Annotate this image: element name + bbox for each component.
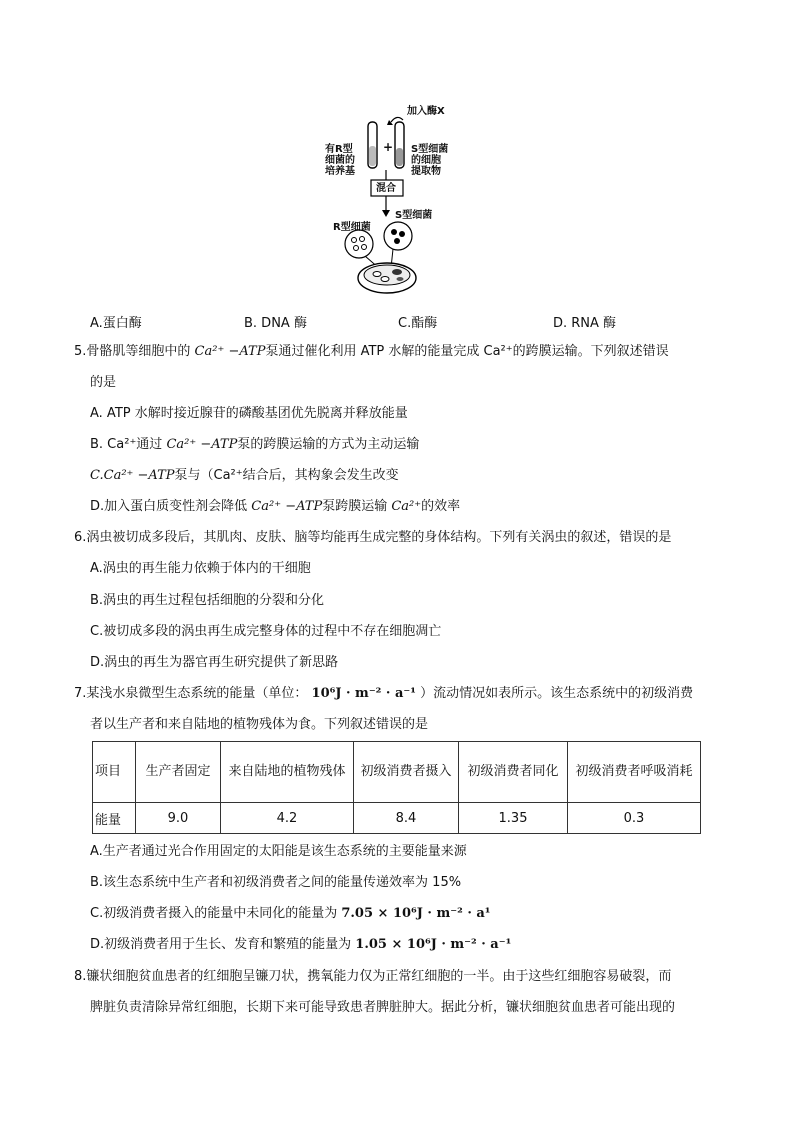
- q6-option-b: B.涡虫的再生过程包括细胞的分裂和分化: [90, 593, 325, 608]
- q5-optb-a: B. Ca²⁺通过: [90, 437, 163, 452]
- q7-optc-a: C.初级消费者摄入的能量中未同化的能量为: [90, 906, 338, 921]
- table-header-cell: 生产者固定: [136, 742, 221, 803]
- q6-option-d: D.涡虫的再生为器官再生研究提供了新思路: [90, 655, 339, 670]
- q5-stem-a: 5.骨骼肌等细胞中的: [74, 344, 191, 359]
- q7-stem-a: 7.某浅水泉微型生态系统的能量（单位：: [74, 686, 308, 701]
- table-cell: 0.3: [568, 803, 701, 834]
- q7-option-c: [90, 905, 491, 923]
- q5-stem-line1: [74, 343, 669, 361]
- q5-option-a: A. ATP 水解时接近腺苷的磷酸基团优先脱离并释放能量: [90, 406, 408, 421]
- q5-option-b: [90, 436, 419, 454]
- s-extract-label-2: 的细胞: [411, 155, 441, 166]
- table-row: [93, 803, 701, 834]
- q5-optc-math: C.Ca²⁺ −ATP: [90, 468, 175, 483]
- plus-sign: +: [383, 140, 394, 154]
- r-medium-label-2: 细菌的: [325, 155, 355, 166]
- q4-option-a: A.蛋白酶: [90, 316, 142, 331]
- q7-stem-line2: 者以生产者和来自陆地的植物残体为食。下列叙述错误的是: [90, 717, 429, 732]
- q7-option-d: [90, 936, 511, 954]
- q4-option-d: D. RNA 酶: [553, 316, 617, 331]
- q5-optd-math2: Ca²⁺: [391, 499, 422, 514]
- q5-option-c: [90, 467, 399, 485]
- table-header-cell: 来自陆地的植物残体: [221, 742, 354, 803]
- q5-stem-b: 泵通过催化利用 ATP 水解的能量完成 Ca²⁺的跨膜运输。下列叙述错误: [265, 344, 669, 359]
- r-medium-label-3: 培养基: [325, 166, 355, 177]
- q5-optb-b: 泵的跨膜运输的方式为主动运输: [237, 437, 420, 452]
- q5-optc-b: 泵与（Ca²⁺结合后，其构象会发生改变: [174, 468, 399, 483]
- q6-option-c: C.被切成多段的涡虫再生成完整身体的过程中不存在细胞凋亡: [90, 624, 442, 639]
- r-bacteria-label: R型细菌: [333, 222, 371, 233]
- q5-stem-line2: 的是: [90, 375, 117, 390]
- q7-stem-unit: 10⁶J · m⁻² · a⁻¹: [311, 686, 416, 701]
- q5-option-d: [90, 498, 460, 516]
- s-bacteria-label: S型细菌: [395, 210, 433, 221]
- q7-stem-b: ）流动情况如表所示。该生态系统中的初级消费: [420, 686, 694, 701]
- q7-optd-math: 1.05 × 10⁶J · m⁻² · a⁻¹: [355, 937, 512, 952]
- table-cell: 9.0: [136, 803, 221, 834]
- energy-table: [92, 741, 701, 834]
- table-header-row: [93, 742, 701, 803]
- table-cell: 8.4: [354, 803, 459, 834]
- q8-line2: 脾脏负责清除异常红细胞，长期下来可能导致患者脾脏肿大。据此分析，镰状细胞贫血患者可能出现的: [90, 1000, 676, 1015]
- q5-optd-b: 泵跨膜运输: [322, 499, 388, 514]
- q7-stem-line1: [74, 685, 693, 703]
- q6-option-a: A.涡虫的再生能力依赖于体内的干细胞: [90, 561, 311, 576]
- experiment-figure: [325, 106, 475, 298]
- q6-stem: 6.涡虫被切成多段后，其肌肉、皮肤、脑等均能再生成完整的身体结构。下列有关涡虫的叙述，错误的是: [74, 530, 672, 545]
- q7-optc-math: 7.05 × 10⁶J · m⁻² · a¹: [341, 906, 491, 921]
- mix-label: 混合: [376, 183, 396, 194]
- q7-option-a: A.生产者通过光合作用固定的太阳能是该生态系统的主要能量来源: [90, 844, 467, 859]
- q4-option-c: C.酯酶: [398, 316, 438, 331]
- table-cell: 1.35: [459, 803, 568, 834]
- enzyme-label: 加入酶X: [407, 106, 445, 117]
- q5-optb-math: Ca²⁺ −ATP: [166, 437, 238, 452]
- table-header-cell: 初级消费者摄入: [354, 742, 459, 803]
- q4-option-b: B. DNA 酶: [244, 316, 307, 331]
- table-header-cell: 初级消费者呼吸消耗: [568, 742, 701, 803]
- s-extract-label-3: 提取物: [411, 166, 441, 177]
- q7-optd-a: D.初级消费者用于生长、发育和繁殖的能量为: [90, 937, 352, 952]
- q8-line1: 8.镰状细胞贫血患者的红细胞呈镰刀状，携氧能力仅为正常红细胞的一半。由于这些红细胞容易破裂，而: [74, 969, 672, 984]
- table-header-cell: 初级消费者同化: [459, 742, 568, 803]
- table-row-label: 能量: [93, 803, 136, 834]
- q5-optd-c: 的效率: [421, 499, 461, 514]
- q7-option-b: B.该生态系统中生产者和初级消费者之间的能量传递效率为 15%: [90, 875, 462, 890]
- q5-optd-math: Ca²⁺ −ATP: [251, 499, 323, 514]
- q5-stem-math: Ca²⁺ −ATP: [194, 344, 266, 359]
- table-cell: 4.2: [221, 803, 354, 834]
- r-medium-label-1: 有R型: [325, 144, 353, 155]
- table-header-cell: 项目: [93, 742, 136, 803]
- experiment-diagram: [325, 106, 475, 298]
- s-extract-label-1: S型细菌: [411, 144, 449, 155]
- q5-optd-a: D.加入蛋白质变性剂会降低: [90, 499, 248, 514]
